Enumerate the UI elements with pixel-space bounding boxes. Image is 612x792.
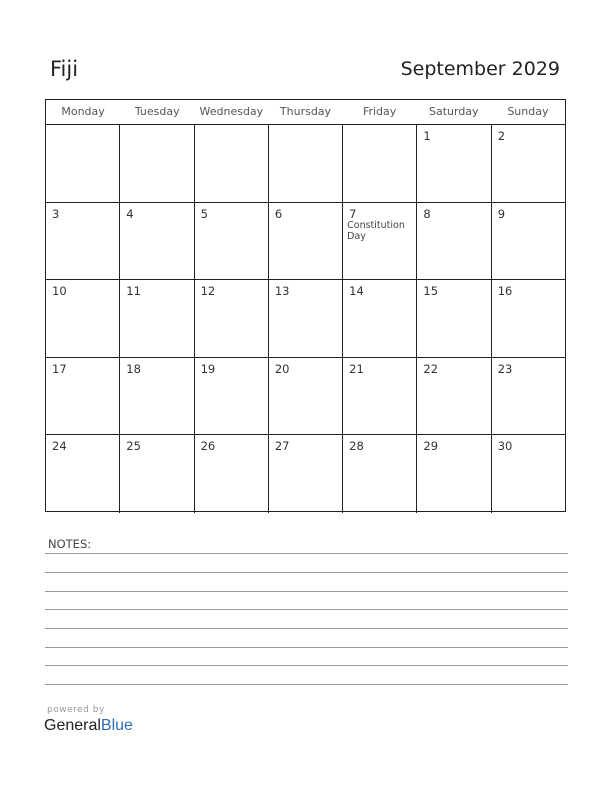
day-cell <box>46 203 120 280</box>
notes-line <box>45 647 568 648</box>
day-number: 7 <box>349 206 357 221</box>
day-cell <box>343 280 417 357</box>
calendar-grid <box>45 99 566 512</box>
day-number: 20 <box>274 361 290 376</box>
weekday-tuesday: Tuesday <box>134 105 180 118</box>
day-number: 28 <box>349 439 364 454</box>
day-cell <box>269 125 343 202</box>
day-cell <box>120 125 194 202</box>
day-cell <box>492 280 565 357</box>
day-number: 5 <box>200 206 208 221</box>
notes-label: NOTES: <box>48 537 92 551</box>
day-cell <box>492 203 565 280</box>
week-row <box>46 358 565 436</box>
day-cell <box>343 125 417 202</box>
day-number: 19 <box>200 361 216 376</box>
day-number: 14 <box>349 284 364 299</box>
day-cell <box>269 435 343 513</box>
week-row <box>46 280 565 358</box>
day-cell <box>417 358 491 435</box>
day-number: 9 <box>497 206 506 221</box>
day-number: 21 <box>349 361 364 376</box>
day-cell <box>120 203 194 280</box>
day-number: 30 <box>497 439 513 454</box>
notes-line <box>45 591 568 592</box>
week-row <box>46 203 565 281</box>
day-cell <box>195 203 269 280</box>
day-number: 22 <box>423 361 439 376</box>
country-title: Fiji <box>50 57 79 81</box>
day-number: 25 <box>126 439 141 454</box>
weekday-header <box>46 100 565 125</box>
day-number: 16 <box>497 284 513 299</box>
day-cell <box>492 358 565 435</box>
brand-name-part1: General <box>44 717 101 734</box>
day-number: 23 <box>497 361 513 376</box>
day-number: 1 <box>423 129 431 143</box>
weekday-friday: Friday <box>362 105 397 118</box>
day-cell <box>195 435 269 513</box>
day-cell <box>46 125 120 202</box>
day-cell <box>492 435 565 513</box>
day-number: 10 <box>52 284 67 299</box>
notes-line <box>45 553 568 554</box>
day-cell <box>343 203 417 280</box>
day-cell <box>343 435 417 513</box>
day-cell <box>417 125 491 202</box>
day-cell <box>120 358 194 435</box>
day-number: 15 <box>423 284 439 299</box>
day-cell <box>417 203 491 280</box>
brand-name-part2: Blue <box>100 717 133 734</box>
powered-by-text: powered by <box>47 705 105 715</box>
week-row <box>46 125 565 203</box>
day-number: 27 <box>274 439 290 454</box>
day-cell <box>120 280 194 357</box>
weekday-sunday: Sunday <box>507 105 549 118</box>
day-cell <box>269 358 343 435</box>
day-number: 8 <box>423 206 431 221</box>
notes-line <box>45 684 568 685</box>
day-number: 2 <box>497 129 506 143</box>
day-cell <box>195 125 269 202</box>
day-number: 13 <box>274 284 290 299</box>
brand-logo <box>44 717 133 735</box>
day-cell <box>269 280 343 357</box>
day-cell <box>417 435 491 513</box>
day-cell <box>46 435 120 513</box>
day-number: 18 <box>126 361 141 376</box>
notes-line <box>45 609 568 610</box>
notes-line <box>45 628 568 629</box>
day-cell <box>343 358 417 435</box>
day-number: 11 <box>126 284 141 299</box>
day-number: 24 <box>52 439 67 454</box>
day-number: 4 <box>126 206 134 221</box>
day-number: 6 <box>274 206 283 221</box>
day-number: 26 <box>200 439 216 454</box>
week-row <box>46 435 565 513</box>
day-number: 3 <box>52 206 60 221</box>
day-number: 17 <box>52 361 67 376</box>
day-cell <box>269 203 343 280</box>
weekday-monday: Monday <box>61 105 105 118</box>
day-cell <box>195 280 269 357</box>
weekday-saturday: Saturday <box>428 105 479 118</box>
day-cell <box>195 358 269 435</box>
day-number: 29 <box>423 439 439 454</box>
notes-line <box>45 572 568 573</box>
day-cell <box>417 280 491 357</box>
day-cell <box>492 125 565 202</box>
day-cell <box>46 280 120 357</box>
holiday-label: Constitution Day <box>347 219 405 243</box>
notes-line <box>45 665 568 666</box>
weekday-thursday: Thursday <box>279 105 332 118</box>
weekday-wednesday: Wednesday <box>199 105 264 118</box>
day-number: 12 <box>200 284 216 299</box>
month-year-title: September 2029 <box>400 58 560 80</box>
day-cell <box>46 358 120 435</box>
day-cell <box>120 435 194 513</box>
